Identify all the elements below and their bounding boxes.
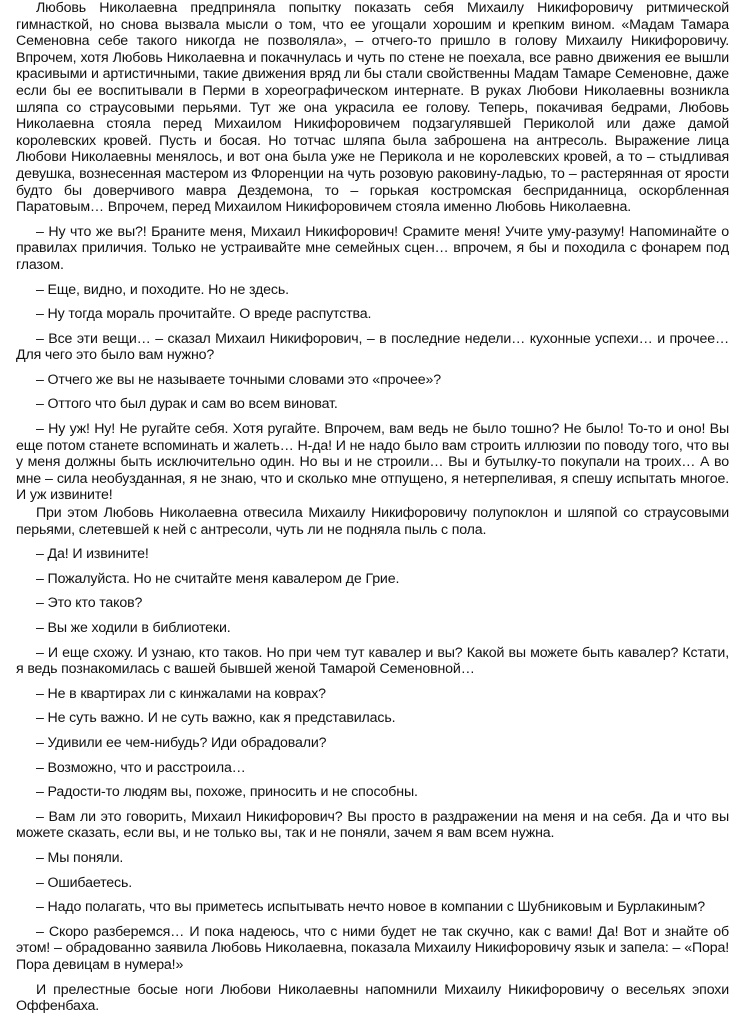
dialogue-paragraph: – Еще, видно, и походите. Но не здесь. [36, 281, 289, 298]
narrative-paragraph: Любовь Николаевна предприняла попытку показать себя Михаилу Никифоровичу ритмической гимнасткой, но снова вызвала мысли о том, что ее угощали хорошим и крепким вином. «Мадам Тамара Семеновна себе такого никогда не позволяла», – отчего-то пришло в голову Михаилу Никифоровичу. Впрочем, хотя Любовь Николаевна и покачнулась и чуть по стене не поехала, все равно движения ее вышли красивыми и артистичными, такие движения вряд ли бы стали свойственны Мадам Тамаре Семеновне, даже если бы ее воспитывали в Перми в хореографическом интернате. В руках Любови Николаевны возникла шляпа со страусовыми перьями. Тут же она украсила ее голову. Теперь, покачивая бедрами, Любовь Николаевна стояла перед Михаилом Никифоровичем подзагулявшей Периколой или даже дамой королевских кровей. Пусть и босая. Но тотчас шляпа была заброшена на антресоль. Выражение лица Любови Николаевны менялось, и вот она была уже не Перикола и не королевских кровей, а то – стыдливая девушка, вознесенная мастером из Флоренции на чуть розовую раковину-ладью, то – растерянная от ярости будто бы доверчивого мавра Дездемона, то – горькая костромская бесприданница, оскорбленная Паратовым… Впрочем, перед Михаилом Никифоровичем стояла именно Любовь Николаевна. [16, 0, 729, 216]
narrative-paragraph: И прелестные босые ноги Любови Николаевны напомнили Михаилу Никифоровичу о весельях эпохи Оффенбаха. [16, 981, 729, 1015]
dialogue-paragraph: – Да! И извините! [36, 546, 149, 563]
dialogue-paragraph: – Ошибаетесь. [36, 874, 132, 891]
dialogue-paragraph: – Ну тогда мораль прочитайте. О вреде распутства. [36, 306, 372, 323]
dialogue-paragraph: – Вам ли это говорить, Михаил Никифорович? Вы просто в раздражении на меня и на себя. Да и что вы можете сказать, если вы, и не только вы, так и не поняли, зачем я вам всем нужна. [16, 808, 729, 842]
dialogue-paragraph: – Не суть важно. И не суть важно, как я представилась. [36, 710, 396, 727]
dialogue-paragraph: – Не в квартирах ли с кинжалами на коврах? [36, 685, 326, 702]
dialogue-paragraph: – Удивили ее чем-нибудь? Иди обрадовали? [36, 734, 327, 751]
dialogue-paragraph: – Возможно, что и расстроила… [36, 759, 246, 776]
dialogue-paragraph: – Пожалуйста. Но не считайте меня кавалером де Грие. [36, 570, 400, 587]
dialogue-paragraph: – Отчего же вы не называете точными словами это «прочее»? [36, 371, 441, 388]
narrative-paragraph: При этом Любовь Николаевна отвесила Михаилу Никифоровичу полупоклон и шляпой со страусовыми перьями, слетевшей к ней с антресоли, чуть ли не подняла пыль с пола. [16, 505, 729, 538]
dialogue-paragraph: – Скоро разберемся… И пока надеюсь, что с ними будет не так скучно, как с вами! Да! Вот и знайте об этом! – обрадованно заявила Любовь Николаевна, показала Михаилу Никифоровичу язык и запела: – «Пора! Пора девицам в нумера!» [16, 923, 729, 973]
dialogue-paragraph: – Вы же ходили в библиотеки. [36, 620, 231, 636]
dialogue-paragraph: – Ну уж! Ну! Не ругайте себя. Хотя ругайте. Впрочем, вам ведь не было тошно? Не было! То-то и оно! Вы еще потом станете вспоминать и жалеть… Н-да! И не надо было вам строить иллюзии по поводу того, что вы у меня должны быть исключительно один. Но вы и не строили… Вы и бутылку-то покупали на троих… А во мне – сила необузданная, я не знаю, что и сколько мне отпущено, я нетерпеливая, я спешу испытать многое. И уж извините! [16, 421, 729, 504]
dialogue-paragraph: – Ну что же вы?! Браните меня, Михаил Никифорович! Срамите меня! Учите уму-разуму! Напоминайте о правилах приличия. Только не устраивайте мне семейных сцен… впрочем, я бы и походила с фонарем под глазом. [16, 223, 729, 273]
dialogue-paragraph: – Радости-то людям вы, похоже, приносить и не способны. [36, 784, 418, 801]
dialogue-paragraph: – И еще схожу. И узнаю, кто таков. Но при чем тут кавалер и вы? Какой вы можете быть кавалер? Кстати, я ведь познакомилась с вашей бывшей женой Тамарой Семеновной… [16, 644, 729, 678]
dialogue-paragraph: – Это кто таков? [36, 595, 143, 612]
dialogue-paragraph: – Оттого что был дурак и сам во всем виноват. [36, 396, 338, 413]
dialogue-paragraph: – Мы поняли. [36, 849, 124, 866]
dialogue-paragraph: – Надо полагать, что вы приметесь испытывать нечто новое в компании с Шубниковым и Бурлакиным? [36, 899, 705, 916]
dialogue-paragraph: – Все эти вещи… – сказал Михаил Никифорович, – в последние недели… кухонные успехи… и прочее… Для чего это было вам нужно? [16, 330, 729, 364]
